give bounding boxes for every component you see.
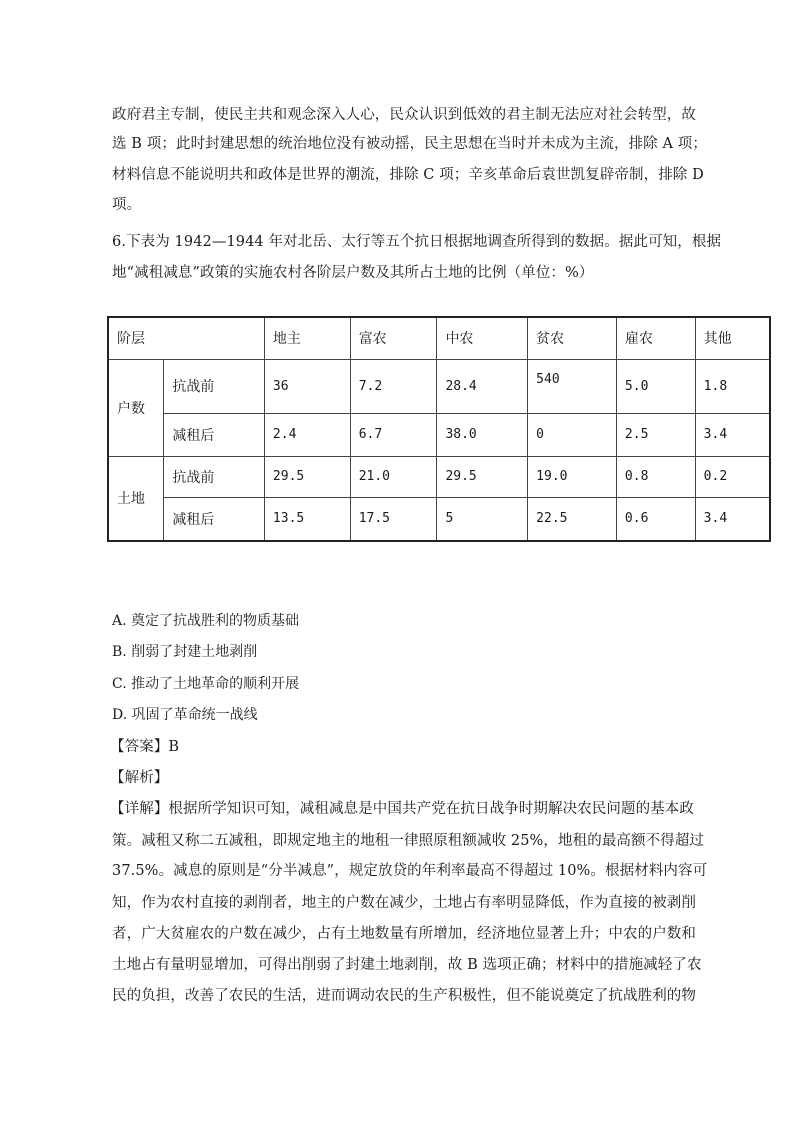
table-row [108, 497, 770, 541]
table-row [108, 456, 770, 497]
table-cell: 2.5 [616, 413, 695, 456]
table-cell: 17.5 [350, 497, 437, 541]
table-cell: 0.8 [616, 456, 695, 497]
header-cell: 中农 [437, 317, 528, 359]
header-cell: 阶层 [108, 317, 264, 359]
option-a: A. 奠定了抗战胜利的物质基础 [112, 613, 300, 629]
detail-line: 策。减租又称二五减租，即规定地主的地租一律照原租额减收 25%，地租的最高额不得超过 [112, 833, 705, 849]
table-cell: 28.4 [437, 359, 528, 413]
row-label: 抗战前 [164, 359, 265, 413]
table-cell: 29.5 [264, 456, 350, 497]
table-cell: 36 [264, 359, 350, 413]
group-label: 户数 [108, 359, 164, 456]
group-label: 土地 [108, 456, 164, 541]
answer-line: 【答案】B [110, 739, 180, 755]
detail-line: 土地占有量明显增加，可得出削弱了封建土地剥削，故 B 选项正确；材料中的措施减轻了农 [112, 957, 702, 973]
intro-line: 选 B 项；此时封建思想的统治地位没有被动摇，民主思想在当时并未成为主流，排除 A 项； [112, 136, 707, 152]
table-cell: 21.0 [350, 456, 437, 497]
detail-line: 37.5%。减息的原则是“分半减息”，规定放贷的年利率最高不得超过 10%。根据材料内容可 [112, 863, 708, 879]
header-cell: 富农 [350, 317, 437, 359]
data-table [107, 316, 771, 542]
analysis-heading: 【解析】 [110, 770, 169, 786]
table-cell: 0 [528, 413, 617, 456]
table-header-row [108, 317, 770, 359]
table-cell: 19.0 [528, 456, 617, 497]
table-cell: 22.5 [528, 497, 617, 541]
option-d: D. 巩固了革命统一战线 [112, 707, 258, 723]
table-cell: 6.7 [350, 413, 437, 456]
intro-line: 项。 [112, 197, 142, 213]
table-cell: 540 [528, 359, 617, 413]
table-cell: 5 [437, 497, 528, 541]
intro-line: 政府君主专制，使民主共和观念深入人心，民众认识到低效的君主制无法应对社会转型，故 [112, 107, 696, 123]
table-row [108, 413, 770, 456]
header-cell: 地主 [264, 317, 350, 359]
table-cell: 29.5 [437, 456, 528, 497]
header-cell: 雇农 [616, 317, 695, 359]
table-cell: 5.0 [616, 359, 695, 413]
table-cell: 3.4 [695, 413, 770, 456]
table-cell: 7.2 [350, 359, 437, 413]
detail-line: 【详解】根据所学知识可知，减租减息是中国共产党在抗日战争时期解决农民问题的基本政 [110, 801, 694, 817]
row-label: 抗战前 [164, 456, 265, 497]
detail-line: 知，作为农村直接的剥削者，地主的户数在减少，土地占有率明显降低，作为直接的被剥削 [112, 895, 696, 911]
intro-line: 材料信息不能说明共和政体是世界的潮流，排除 C 项；辛亥革命后袁世凯复辟帝制，排除 D [112, 167, 704, 183]
option-c: C. 推动了土地革命的顺利开展 [112, 676, 300, 692]
table-cell: 13.5 [264, 497, 350, 541]
detail-line: 民的负担，改善了农民的生活，进而调动农民的生产积极性，但不能说奠定了抗战胜利的物 [112, 988, 696, 1004]
table-cell: 38.0 [437, 413, 528, 456]
table-cell: 0.6 [616, 497, 695, 541]
detail-line: 者，广大贫雇农的户数在减少，占有土地数量有所增加，经济地位显著上升；中农的户数和 [112, 926, 696, 942]
option-b: B. 削弱了封建土地剥削 [112, 644, 258, 660]
table-cell: 1.8 [695, 359, 770, 413]
header-cell: 其他 [695, 317, 770, 359]
question-line: 地“减租减息”政策的实施农村各阶层户数及其所占土地的比例（单位：%） [112, 265, 594, 281]
row-label: 减租后 [164, 497, 265, 541]
table-cell: 2.4 [264, 413, 350, 456]
row-label: 减租后 [164, 413, 265, 456]
table-cell: 3.4 [695, 497, 770, 541]
table-cell: 0.2 [695, 456, 770, 497]
question-line: 6.下表为 1942—1944 年对北岳、太行等五个抗日根据地调查所得到的数据。据此可知，根据 [112, 234, 722, 250]
table-row [108, 359, 770, 413]
header-cell: 贫农 [528, 317, 617, 359]
